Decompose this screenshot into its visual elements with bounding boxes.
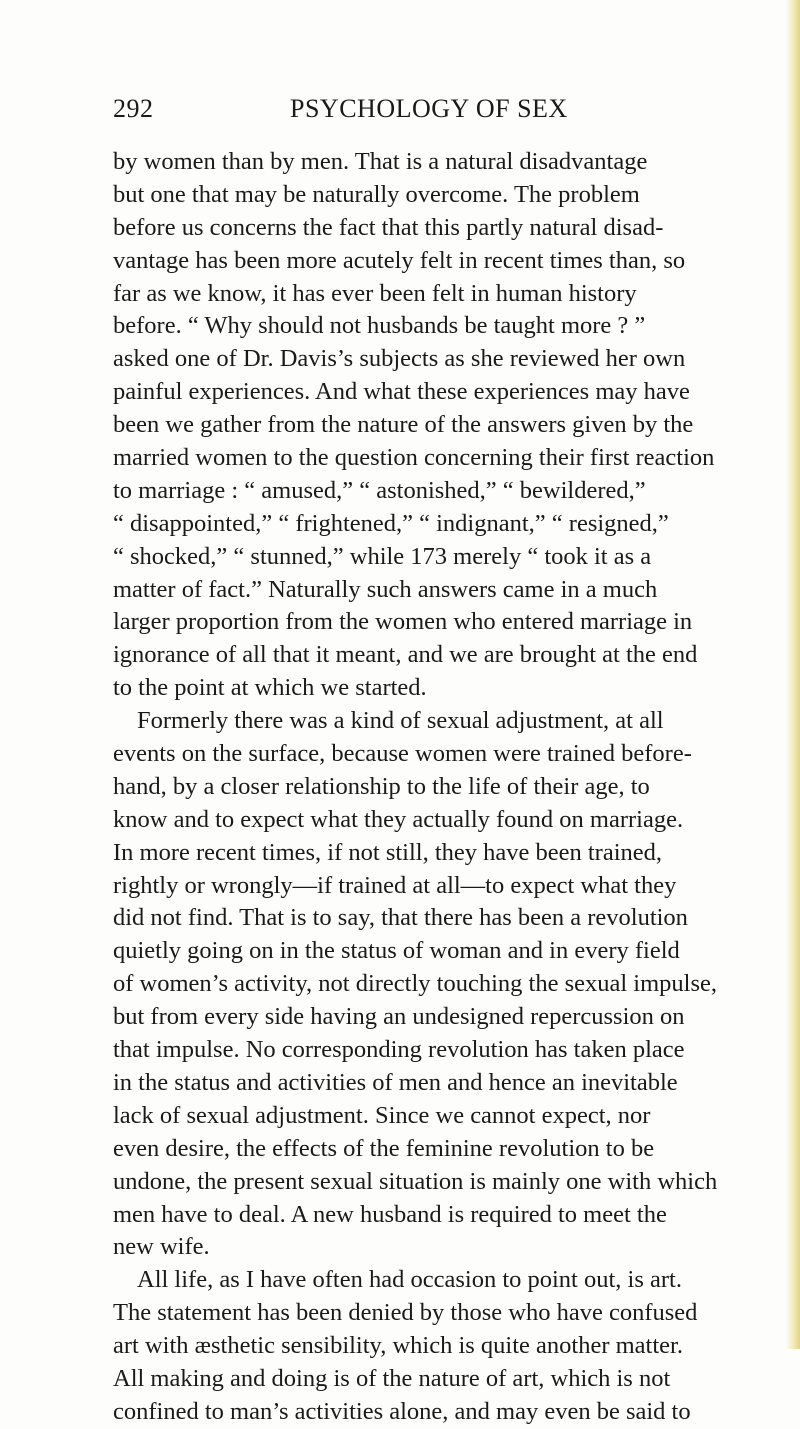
text-line: men have to deal. A new husband is required to meet the xyxy=(113,1200,667,1228)
text-line: All making and doing is of the nature of art, which is not xyxy=(113,1364,671,1392)
text-line: far as we know, it has ever been felt in human history xyxy=(113,279,637,307)
text-line: new wife. xyxy=(113,1233,210,1261)
running-title: PSYCHOLOGY OF SEX xyxy=(290,94,568,123)
text-line: by women than by men. That is a natural disadvantage xyxy=(113,148,648,175)
text-line: did not find. That is to say, that there has been a revolution xyxy=(113,904,688,932)
text-line: in the status and activities of men and hence an inevitable xyxy=(113,1068,678,1096)
text-line: but one that may be naturally overcome. The problem xyxy=(113,180,640,208)
text-line: All life, as I have often had occasion to point out, is art. xyxy=(137,1266,682,1294)
text-line: hand, by a closer relationship to the life of their age, to xyxy=(113,772,650,800)
text-line: undone, the present sexual situation is mainly one with which xyxy=(113,1167,718,1195)
text-line: to the point at which we started. xyxy=(113,674,427,702)
text-line: that impulse. No corresponding revolution has taken place xyxy=(113,1036,685,1064)
text-line: to marriage : “ amused,” “ astonished,” “ bewildered,” xyxy=(113,476,646,504)
text-line: lack of sexual adjustment. Since we cannot expect, nor xyxy=(113,1101,651,1129)
text-line: of women’s activity, not directly touching the sexual impulse, xyxy=(113,970,717,998)
running-head xyxy=(113,94,591,130)
text-line: The statement has been denied by those who have confused xyxy=(113,1299,698,1327)
page-edge-shadow xyxy=(786,0,800,1349)
text-line: painful experiences. And what these experiences may have xyxy=(113,378,690,406)
text-line: before us concerns the fact that this partly natural disad- xyxy=(113,213,664,241)
text-line: married women to the question concerning their first reaction xyxy=(113,444,715,472)
text-line: vantage has been more acutely felt in recent times than, so xyxy=(113,246,686,274)
text-line: rightly or wrongly—if trained at all—to expect what they xyxy=(113,871,677,899)
text-line: Formerly there was a kind of sexual adjustment, at all xyxy=(137,707,664,735)
body-text xyxy=(113,146,718,1429)
text-line: “ disappointed,” “ frightened,” “ indignant,” “ resigned,” xyxy=(113,509,669,537)
text-line: even desire, the effects of the feminine revolution to be xyxy=(113,1134,655,1162)
text-line: asked one of Dr. Davis’s subjects as she reviewed her own xyxy=(113,345,686,373)
text-line: but from every side having an undesigned repercussion on xyxy=(113,1003,685,1031)
text-line: larger proportion from the women who entered marriage in xyxy=(113,608,693,636)
text-line: before. “ Why should not husbands be taught more ? ” xyxy=(113,312,646,340)
text-line: art with æsthetic sensibility, which is quite another matter. xyxy=(113,1332,683,1360)
page-number: 292 xyxy=(113,94,154,123)
text-line: matter of fact.” Naturally such answers came in a much xyxy=(113,575,658,603)
text-line: events on the surface, because women were trained before- xyxy=(113,740,692,768)
text-line: quietly going on in the status of woman and in every field xyxy=(113,937,680,965)
text-line: know and to expect what they actually found on marriage. xyxy=(113,805,684,833)
text-line: “ shocked,” “ stunned,” while 173 merely “ took it as a xyxy=(113,542,652,570)
text-line: been we gather from the nature of the answers given by the xyxy=(113,411,694,439)
text-line: confined to man’s activities alone, and may even be said to xyxy=(113,1397,691,1425)
text-line: In more recent times, if not still, they have been trained, xyxy=(113,838,663,866)
text-line: ignorance of all that it meant, and we are brought at the end xyxy=(113,641,698,669)
